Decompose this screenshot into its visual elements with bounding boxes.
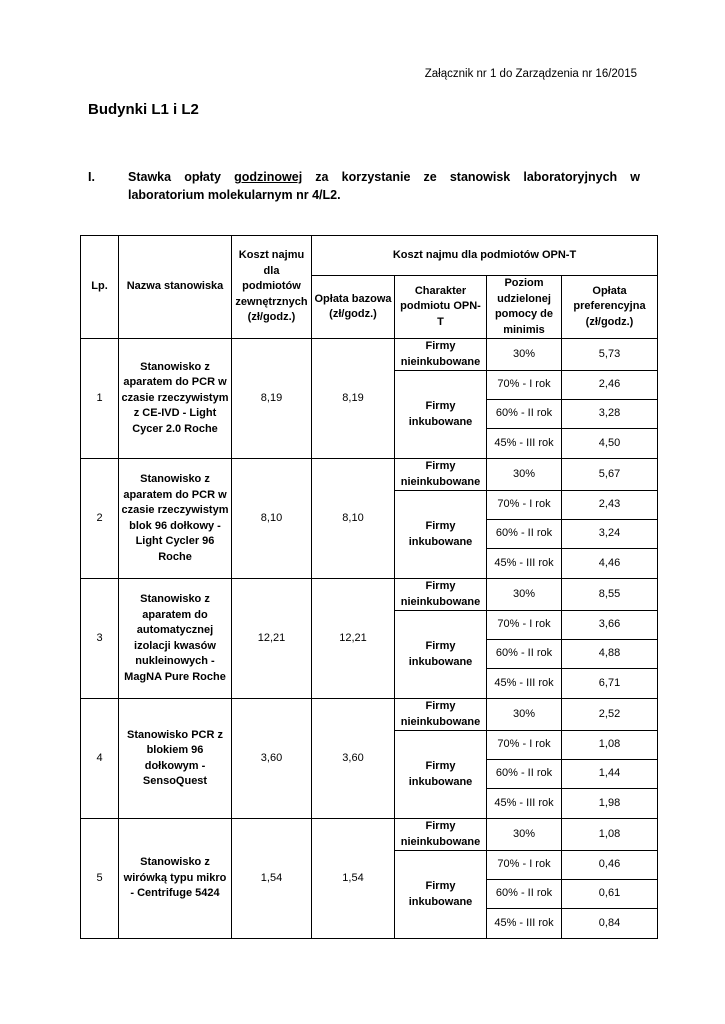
preferential-fee-cell: 5,73 (562, 339, 658, 371)
cost-external-cell: 8,19 (232, 339, 312, 459)
preferential-fee-cell: 3,66 (562, 611, 658, 640)
aid-level-cell: 30% (487, 699, 562, 731)
table-row (81, 459, 658, 491)
station-name-cell: Stanowisko z aparatem do PCR w czasie rzeczywistym z CE-IVD - Light Cycer 2.0 Roche (119, 339, 232, 459)
annex-reference: Załącznik nr 1 do Zarządzenia nr 16/2015 (424, 68, 637, 80)
fee-table-body (81, 236, 658, 939)
preferential-fee-cell: 2,52 (562, 699, 658, 731)
header-cost-external: Koszt najmu dla podmiotów zewnętrznych (zł/godz.) (232, 236, 312, 339)
preferential-fee-cell: 1,08 (562, 819, 658, 851)
preferential-fee-cell: 1,08 (562, 731, 658, 760)
preferential-fee-cell: 5,67 (562, 459, 658, 491)
nonincubated-cell: Firmy nieinkubowane (395, 459, 487, 491)
nonincubated-cell: Firmy nieinkubowane (395, 339, 487, 371)
nonincubated-cell: Firmy nieinkubowane (395, 819, 487, 851)
header-aid-level: Poziom udzielonej pomocy de minimis (487, 276, 562, 339)
aid-level-cell: 70% - I rok (487, 851, 562, 880)
aid-level-cell: 30% (487, 819, 562, 851)
cost-external-cell: 1,54 (232, 819, 312, 939)
incubated-cell: Firmy inkubowane (395, 611, 487, 699)
aid-level-cell: 60% - II rok (487, 880, 562, 909)
aid-level-cell: 45% - III rok (487, 429, 562, 459)
incubated-cell: Firmy inkubowane (395, 851, 487, 939)
base-fee-cell: 1,54 (312, 819, 395, 939)
aid-level-cell: 45% - III rok (487, 549, 562, 579)
section-text-start: Stawka opłaty (128, 170, 235, 184)
preferential-fee-cell: 1,98 (562, 789, 658, 819)
cost-external-cell: 8,10 (232, 459, 312, 579)
aid-level-cell: 30% (487, 579, 562, 611)
aid-level-cell: 45% - III rok (487, 909, 562, 939)
nonincubated-cell: Firmy nieinkubowane (395, 579, 487, 611)
station-name-cell: Stanowisko z aparatem do automatycznej izolacji kwasów nukleinowych - MagNA Pure Roche (119, 579, 232, 699)
row-lp-cell: 5 (81, 819, 119, 939)
section-number: I. (88, 170, 95, 184)
preferential-fee-cell: 4,50 (562, 429, 658, 459)
aid-level-cell: 45% - III rok (487, 789, 562, 819)
row-lp-cell: 1 (81, 339, 119, 459)
aid-level-cell: 45% - III rok (487, 669, 562, 699)
page-title: Budynki L1 i L2 (88, 101, 199, 118)
aid-level-cell: 70% - I rok (487, 731, 562, 760)
row-lp-cell: 4 (81, 699, 119, 819)
table-row (81, 339, 658, 371)
preferential-fee-cell: 4,88 (562, 640, 658, 669)
preferential-fee-cell: 8,55 (562, 579, 658, 611)
aid-level-cell: 70% - I rok (487, 611, 562, 640)
preferential-fee-cell: 0,61 (562, 880, 658, 909)
section-text-end: za korzystanie ze stanowisk laboratoryjnych w laboratorium molekularnym nr 4/L2. (128, 170, 640, 202)
table-row (81, 819, 658, 851)
header-base-fee: Opłata bazowa (zł/godz.) (312, 276, 395, 339)
row-lp-cell: 2 (81, 459, 119, 579)
base-fee-cell: 12,21 (312, 579, 395, 699)
preferential-fee-cell: 2,46 (562, 371, 658, 400)
aid-level-cell: 60% - II rok (487, 640, 562, 669)
base-fee-cell: 8,10 (312, 459, 395, 579)
preferential-fee-cell: 0,46 (562, 851, 658, 880)
header-cost-opnt: Koszt najmu dla podmiotów OPN-T (312, 236, 658, 276)
header-lp: Lp. (81, 236, 119, 339)
station-name-cell: Stanowisko z aparatem do PCR w czasie rzeczywistym blok 96 dołkowy - Light Cycler 96 Roche (119, 459, 232, 579)
table-row (81, 579, 658, 611)
incubated-cell: Firmy inkubowane (395, 371, 487, 459)
aid-level-cell: 70% - I rok (487, 371, 562, 400)
section-text (128, 168, 640, 204)
aid-level-cell: 60% - II rok (487, 520, 562, 549)
aid-level-cell: 60% - II rok (487, 400, 562, 429)
incubated-cell: Firmy inkubowane (395, 731, 487, 819)
aid-level-cell: 30% (487, 339, 562, 371)
preferential-fee-cell: 6,71 (562, 669, 658, 699)
preferential-fee-cell: 4,46 (562, 549, 658, 579)
preferential-fee-cell: 3,24 (562, 520, 658, 549)
station-name-cell: Stanowisko PCR z blokiem 96 dołkowym - SensoQuest (119, 699, 232, 819)
table-row (81, 699, 658, 731)
row-lp-cell: 3 (81, 579, 119, 699)
cost-external-cell: 12,21 (232, 579, 312, 699)
section-heading (88, 168, 640, 204)
header-preferential-fee: Opłata preferencyjna (zł/godz.) (562, 276, 658, 339)
base-fee-cell: 8,19 (312, 339, 395, 459)
section-text-underlined: godzinowej (234, 170, 303, 184)
incubated-cell: Firmy inkubowane (395, 491, 487, 579)
header-station-name: Nazwa stanowiska (119, 236, 232, 339)
cost-external-cell: 3,60 (232, 699, 312, 819)
preferential-fee-cell: 0,84 (562, 909, 658, 939)
fee-table (80, 235, 658, 939)
aid-level-cell: 30% (487, 459, 562, 491)
nonincubated-cell: Firmy nieinkubowane (395, 699, 487, 731)
aid-level-cell: 70% - I rok (487, 491, 562, 520)
station-name-cell: Stanowisko z wirówką typu mikro - Centrifuge 5424 (119, 819, 232, 939)
aid-level-cell: 60% - II rok (487, 760, 562, 789)
header-entity-character: Charakter podmiotu OPN-T (395, 276, 487, 339)
preferential-fee-cell: 2,43 (562, 491, 658, 520)
base-fee-cell: 3,60 (312, 699, 395, 819)
preferential-fee-cell: 3,28 (562, 400, 658, 429)
preferential-fee-cell: 1,44 (562, 760, 658, 789)
